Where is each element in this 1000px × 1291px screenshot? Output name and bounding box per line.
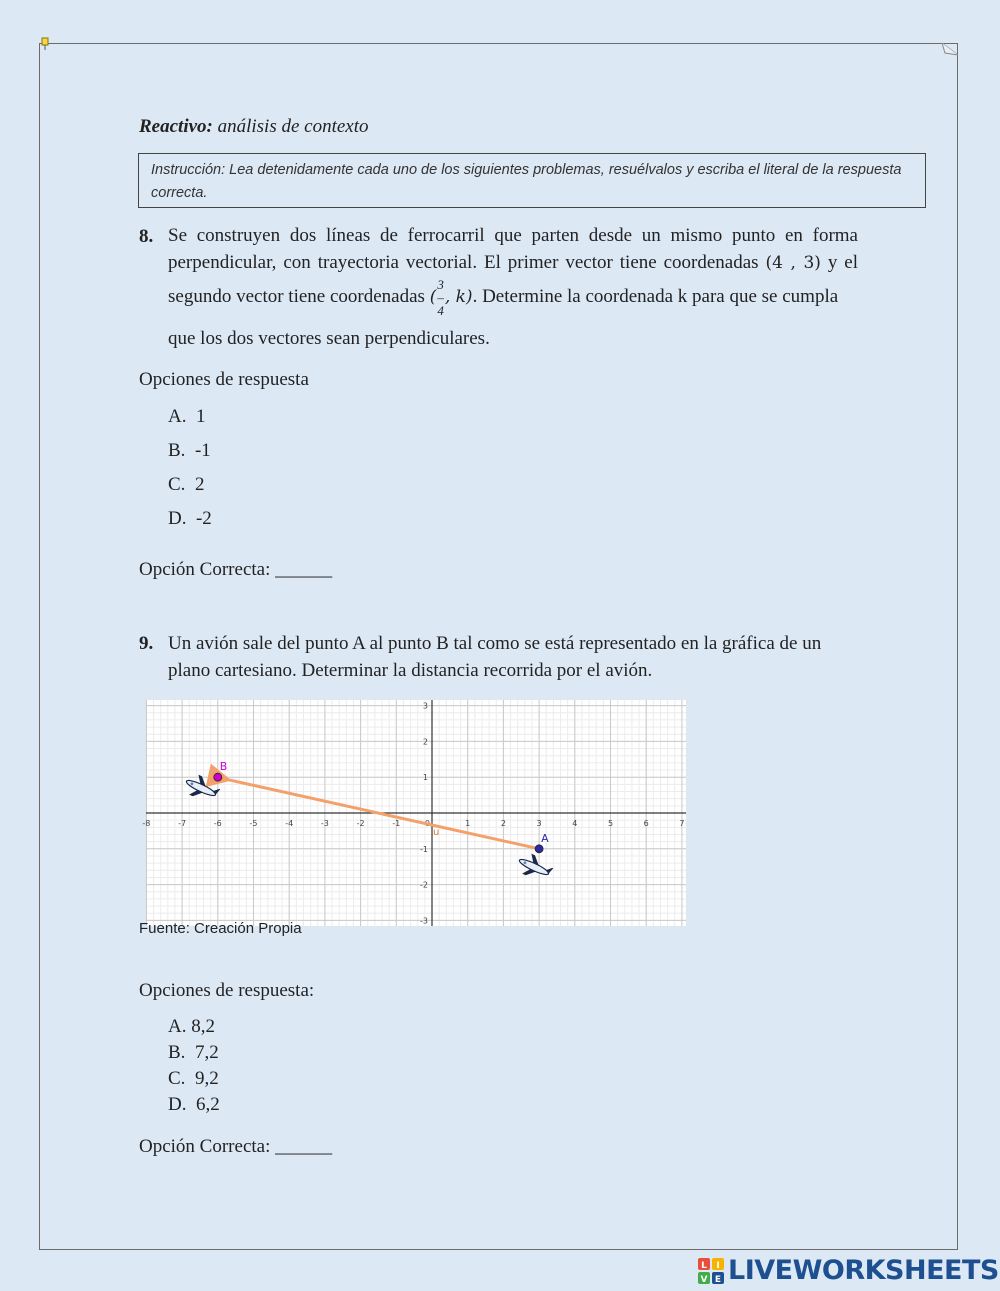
y-tick-label: -2 xyxy=(420,880,428,890)
x-tick-label: 2 xyxy=(500,819,506,828)
x-tick-label: -5 xyxy=(249,819,258,828)
instruction-box: Instrucción: Lea detenidamente cada uno de los siguientes problemas, resuélvalos y escriba el literal de la respuesta correcta. xyxy=(138,153,926,208)
x-tick-label: -1 xyxy=(392,819,401,828)
x-tick-label: 4 xyxy=(572,819,578,828)
x-tick-label: 5 xyxy=(607,819,614,828)
option-d[interactable]: D. 6,2 xyxy=(168,1094,220,1115)
liveworksheets-logo xyxy=(698,1256,998,1286)
x-tick-label: -7 xyxy=(178,819,187,828)
question-number: 8. xyxy=(139,226,154,247)
vector-1: (4 , 3) xyxy=(765,252,821,273)
x-tick-label: 7 xyxy=(679,819,685,828)
point-a xyxy=(535,845,543,853)
svg-text:L: L xyxy=(701,1261,707,1271)
question-9-text xyxy=(168,631,858,684)
q8-line-1: Se construyen dos líneas de ferrocarril que parten desde un mismo punto en forma xyxy=(168,225,858,246)
option-b[interactable]: B. 7,2 xyxy=(168,1042,219,1063)
x-tick-label: 1 xyxy=(465,819,471,828)
q9-line-2: plano cartesiano. Determinar la distancia recorrida por el avión. xyxy=(168,659,653,681)
q8-line-3: segundo vector tiene coordenadas ( 3 – 4 , k). Determine la coordenada k para que se cumpla xyxy=(168,277,839,318)
question-8-text xyxy=(168,223,858,317)
x-tick-label: 3 xyxy=(536,819,542,828)
pin-icon xyxy=(40,37,50,51)
correct-answer-field[interactable]: Opción Correcta: ______ xyxy=(139,559,333,580)
q8-line-2: perpendicular, con trayectoria vectorial. El primer vector tiene coordenadas (4 , 3) y el xyxy=(168,251,858,273)
logo-icon xyxy=(698,1258,724,1284)
q8-line-4: que los dos vectores sean perpendiculares. xyxy=(168,328,490,349)
cartesian-plane-chart xyxy=(142,700,686,926)
point-label: B xyxy=(219,760,228,774)
option-b[interactable]: B. -1 xyxy=(168,440,211,461)
x-tick-label: -8 xyxy=(142,819,151,828)
option-c[interactable]: C. 2 xyxy=(168,474,205,495)
reactivo-heading: Reactivo: análisis de contexto xyxy=(139,116,369,137)
option-a[interactable]: A. 1 xyxy=(168,406,206,427)
x-tick-label: 6 xyxy=(643,819,649,828)
x-tick-label: -6 xyxy=(213,819,222,828)
vector-label: u xyxy=(433,827,440,838)
logo-text: LIVEWORKSHEETS xyxy=(728,1255,999,1286)
option-c[interactable]: C. 9,2 xyxy=(168,1068,219,1089)
point-label: A xyxy=(541,831,549,845)
question-number: 9. xyxy=(139,633,154,654)
svg-text:E: E xyxy=(714,1275,722,1285)
y-tick-label: -1 xyxy=(420,844,428,854)
y-tick-label: -3 xyxy=(420,916,428,926)
y-tick-label: 2 xyxy=(422,737,428,747)
q9-line-1: Un avión sale del punto A al punto B tal como se está representado en la gráfica de un xyxy=(168,633,822,654)
fraction: 3 – 4 xyxy=(437,277,444,318)
x-tick-label: -2 xyxy=(356,819,365,828)
x-tick-label: -4 xyxy=(285,819,294,828)
option-d[interactable]: D. -2 xyxy=(168,508,212,529)
figure-caption: Fuente: Creación Propia xyxy=(139,920,302,937)
y-tick-label: 1 xyxy=(422,773,428,783)
point-b xyxy=(214,773,222,781)
y-tick-label: 3 xyxy=(422,701,428,711)
x-tick-label: -3 xyxy=(320,819,329,828)
correct-answer-field[interactable]: Opción Correcta: ______ xyxy=(139,1136,333,1157)
option-a[interactable]: A. 8,2 xyxy=(168,1016,215,1037)
options-title: Opciones de respuesta xyxy=(139,369,309,390)
options-title: Opciones de respuesta: xyxy=(139,980,315,1001)
svg-text:I: I xyxy=(716,1261,720,1271)
page-fold-corner xyxy=(942,43,958,55)
svg-text:V: V xyxy=(700,1275,708,1285)
